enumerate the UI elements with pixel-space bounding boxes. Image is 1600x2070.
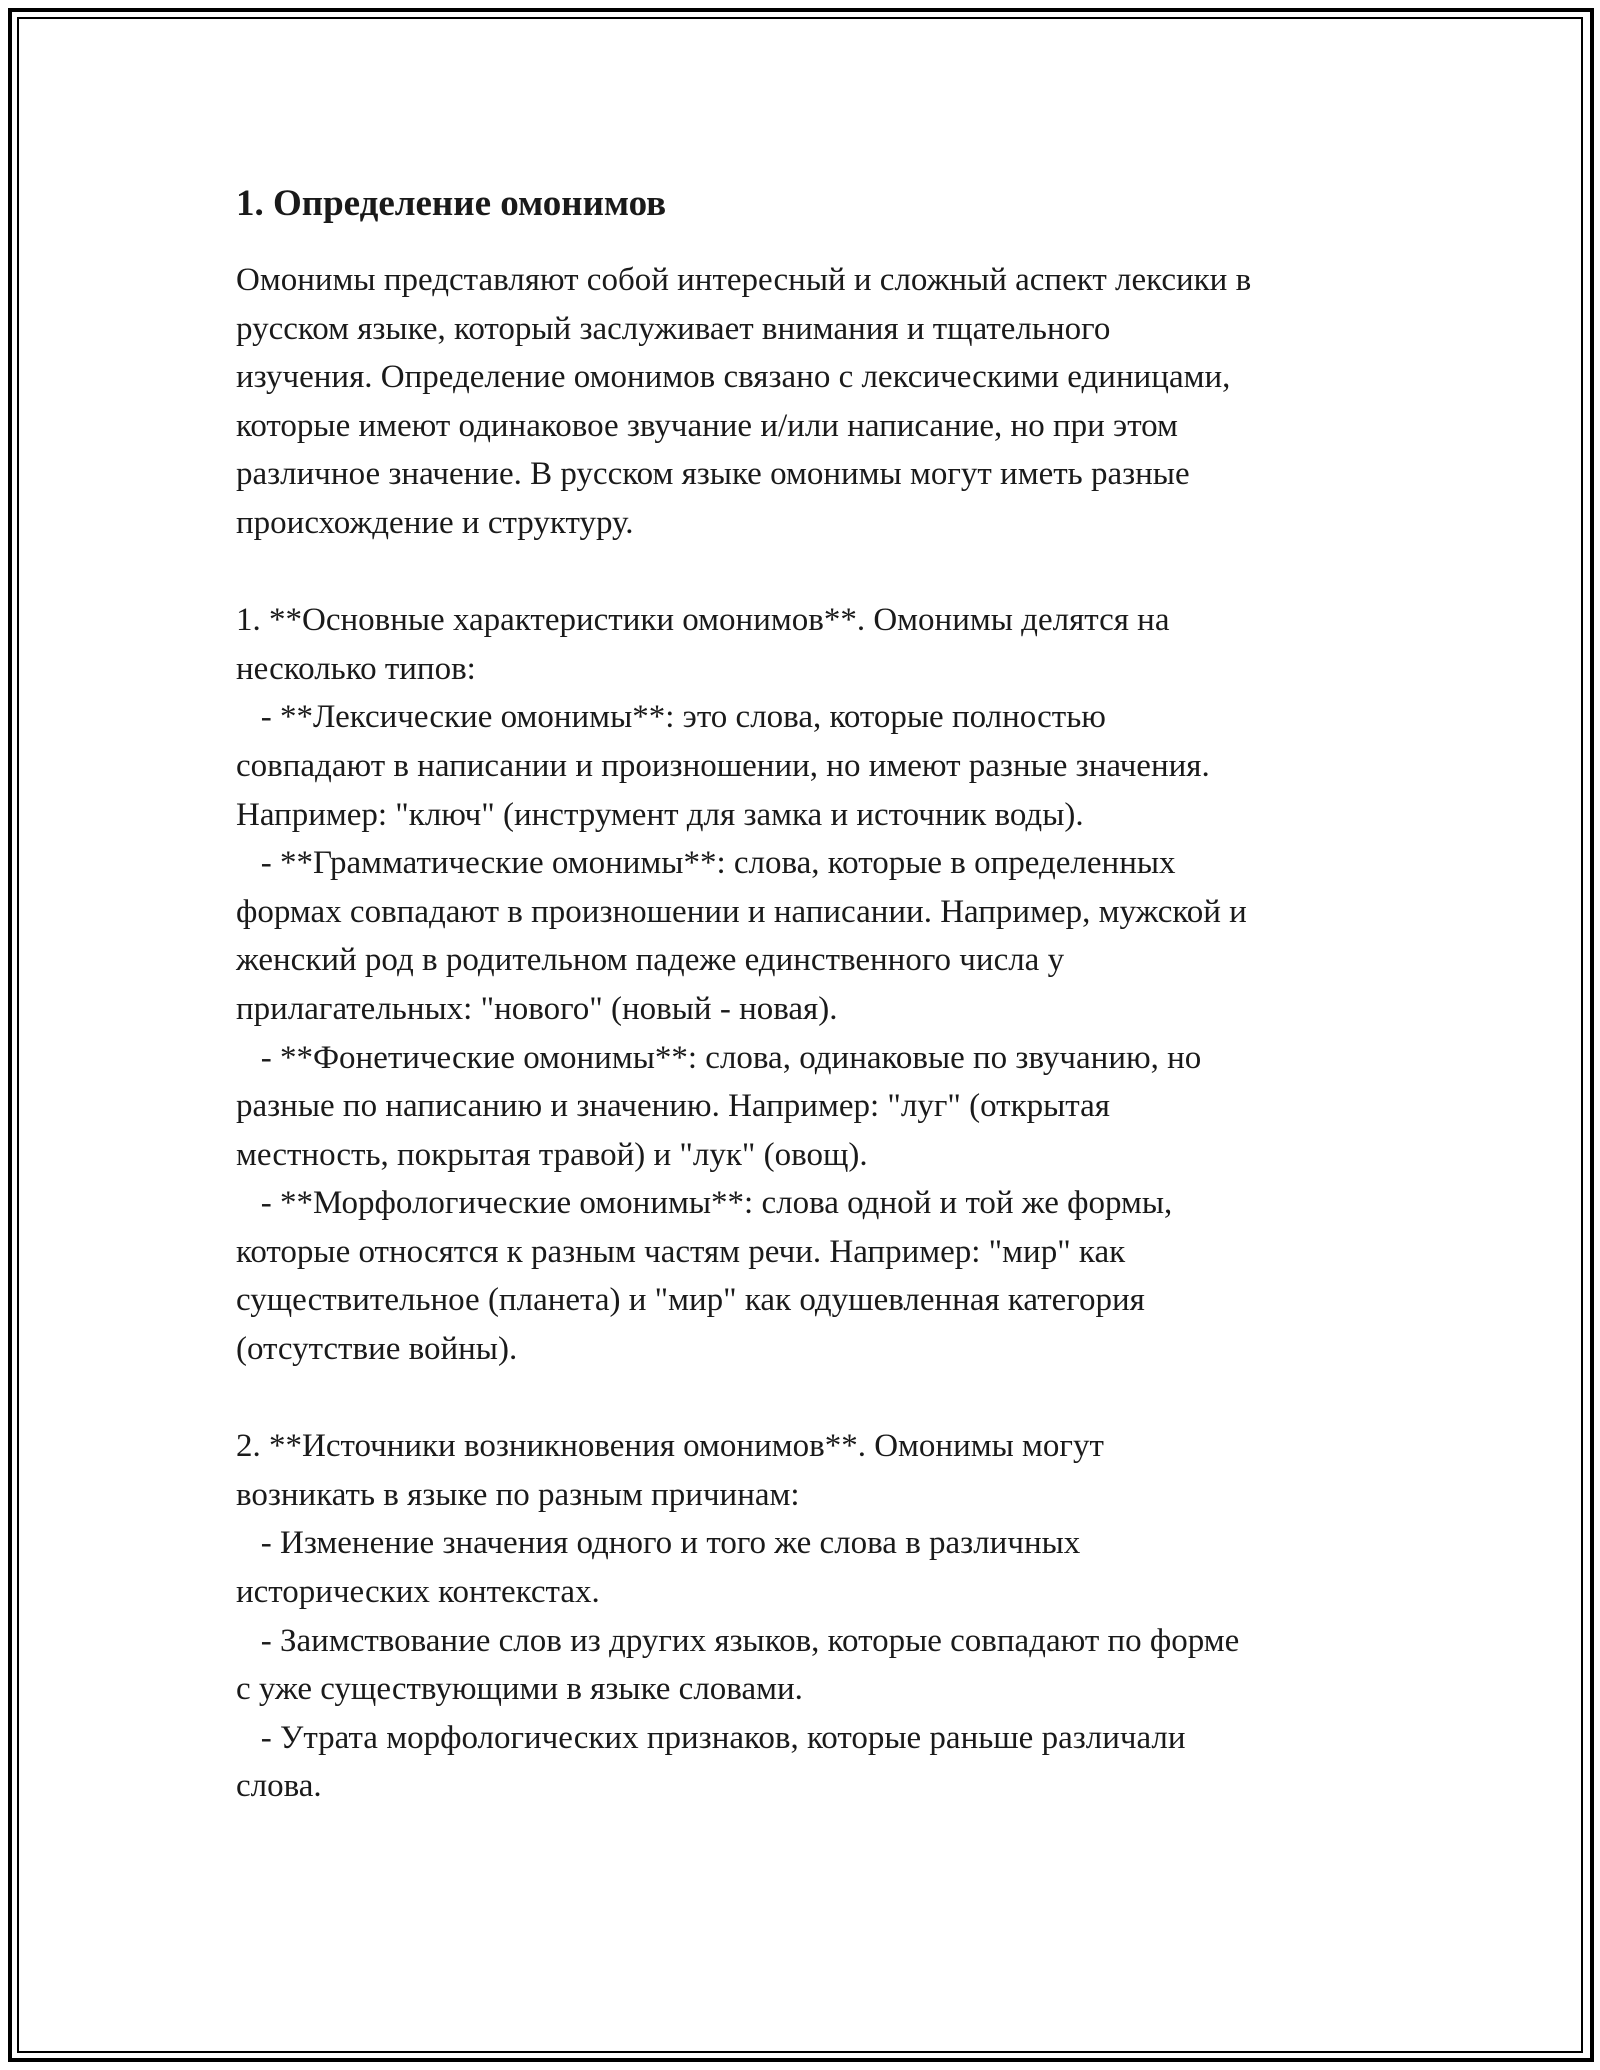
text-line: местность, покрытая травой) и "лук" (овощ). [236, 1136, 868, 1173]
text-line: которые имеют одинаковое звучание и/или написание, но при этом [236, 407, 1178, 444]
text-line: 1. **Основные характеристики омонимов**. Омонимы делятся на [236, 602, 1170, 639]
text-line: происхождение и структуру. [236, 504, 634, 541]
text-line: Например: "ключ" (инструмент для замка и источник воды). [236, 796, 1084, 833]
text-line: женский род в родительном падеже единственного числа у [236, 942, 1065, 979]
paragraph-block [236, 256, 1376, 1811]
section-heading: 1. Определение омонимов [236, 183, 667, 224]
text-line: - Утрата морфологических признаков, которые раньше различали [236, 1719, 1186, 1756]
blank-line [236, 548, 1376, 597]
text-line: несколько типов: [236, 650, 476, 687]
text-line: существительное (планета) и "мир" как одушевленная категория [236, 1282, 1145, 1319]
blank-line [236, 1374, 1376, 1423]
text-line: Омонимы представляют собой интересный и сложный аспект лексики в [236, 262, 1252, 298]
text-line: разные по написанию и значению. Например: "луг" (открытая [236, 1088, 1110, 1125]
text-line: русском языке, который заслуживает внимания и тщательного [236, 310, 1111, 347]
document-body [236, 180, 1376, 1811]
text-line: - **Морфологические омонимы**: слова одной и той же формы, [236, 1185, 1173, 1222]
text-line: с уже существующими в языке словами. [236, 1671, 803, 1708]
text-line: которые относятся к разным частям речи. Например: "мир" как [236, 1233, 1126, 1270]
text-line: - **Грамматические омонимы**: слова, которые в определенных [236, 845, 1176, 882]
text-line: - **Фонетические омонимы**: слова, одинаковые по звучанию, но [236, 1039, 1202, 1076]
text-line: формах совпадают в произношении и написании. Например, мужской и [236, 893, 1247, 930]
text-line: прилагательных: "нового" (новый - новая). [236, 990, 838, 1027]
text-line: возникать в языке по разным причинам: [236, 1476, 800, 1513]
text-line: 2. **Источники возникновения омонимов**. Омонимы могут [236, 1428, 1104, 1465]
text-line: совпадают в написании и произношении, но имеют разные значения. [236, 747, 1210, 784]
text-line: (отсутствие войны). [236, 1331, 518, 1368]
text-line: слова. [236, 1768, 322, 1805]
text-line: исторических контекстах. [236, 1574, 600, 1611]
text-line: изучения. Определение омонимов связано с лексическими единицами, [236, 359, 1231, 396]
text-line: - **Лексические омонимы**: это слова, которые полностью [236, 699, 1106, 736]
text-line: - Заимствование слов из других языков, которые совпадают по форме [236, 1622, 1240, 1659]
text-line: - Изменение значения одного и того же слова в различных [236, 1525, 1081, 1562]
text-line: различное значение. В русском языке омонимы могут иметь разные [236, 456, 1190, 493]
